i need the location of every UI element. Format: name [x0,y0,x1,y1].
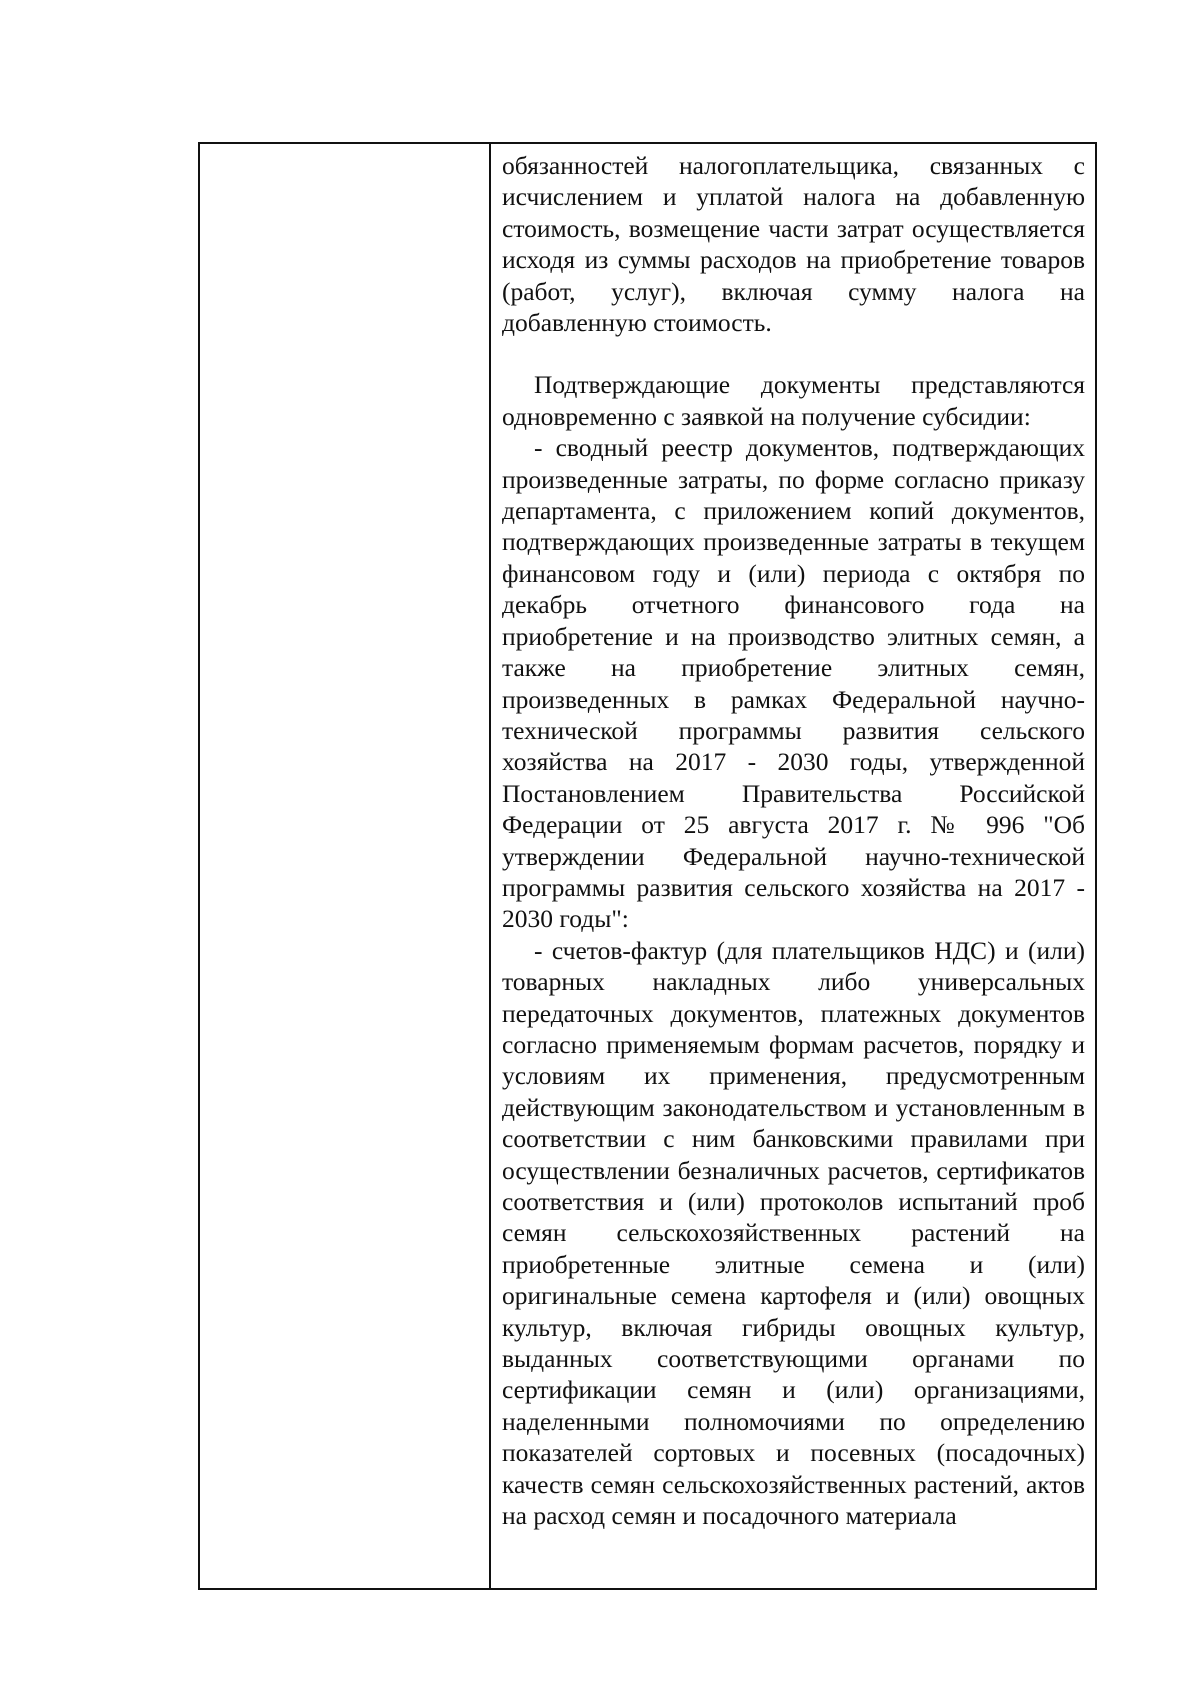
intro-paragraph: обязанностей налогоплательщика, связанных с исчислением и уплатой налога на добавленную стоимость, возмещение части затрат осуществляется исходя из суммы расходов на приобретение товаров (работ, услуг), включая сумму налога на добавленную стоимость. [502,151,1085,338]
table-left-cell [200,144,491,1588]
list-item-summary-register: - сводный реестр документов, подтверждающих произведенные затраты, по форме согласно приказу департамента, с приложением копий документов, подтверждающих произведенные затраты в текущем финансовом году и (или) периода с октября по декабрь отчетного финансового года на приобретение и на производство элитных семян, а также на приобретение элитных семян, произведенных в рамках Федеральной научно-технической программы развития сельского хозяйства на 2017 - 2030 годы, утвержденной Постановлением Правительства Российской Федерации от 25 августа 2017 г. № 996 "Об утверждении Федеральной научно-технической программы развития сельского хозяйства на 2017 - 2030 годы": [502,433,1085,934]
paragraph-gap [502,338,1085,369]
table-right-cell [491,144,1095,1588]
documents-heading: Подтверждающие документы представляются одновременно с заявкой на получение субсидии: [502,370,1085,431]
document-table [198,142,1097,1590]
list-item-invoices: - счетов-фактур (для плательщиков НДС) и (или) товарных накладных либо универсальных передаточных документов, платежных документов согласно применяемым формам расчетов, порядку и условиям их применения, предусмотренным действующим законодательством и установленным в соответствии с ним банковскими правилами при осуществлении безналичных расчетов, сертификатов соответствия и (или) протоколов испытаний проб семян сельскохозяйственных растений на приобретенные элитные семена и (или) оригинальные семена картофеля и (или) овощных культур, включая гибриды овощных культур, выданных соответствующими органами по сертификации семян и (или) организациями, наделенными полномочиями по определению показателей сортовых и посевных (посадочных) качеств семян сельскохозяйственных растений, актов на расход семян и посадочного материала [502,935,1085,1531]
